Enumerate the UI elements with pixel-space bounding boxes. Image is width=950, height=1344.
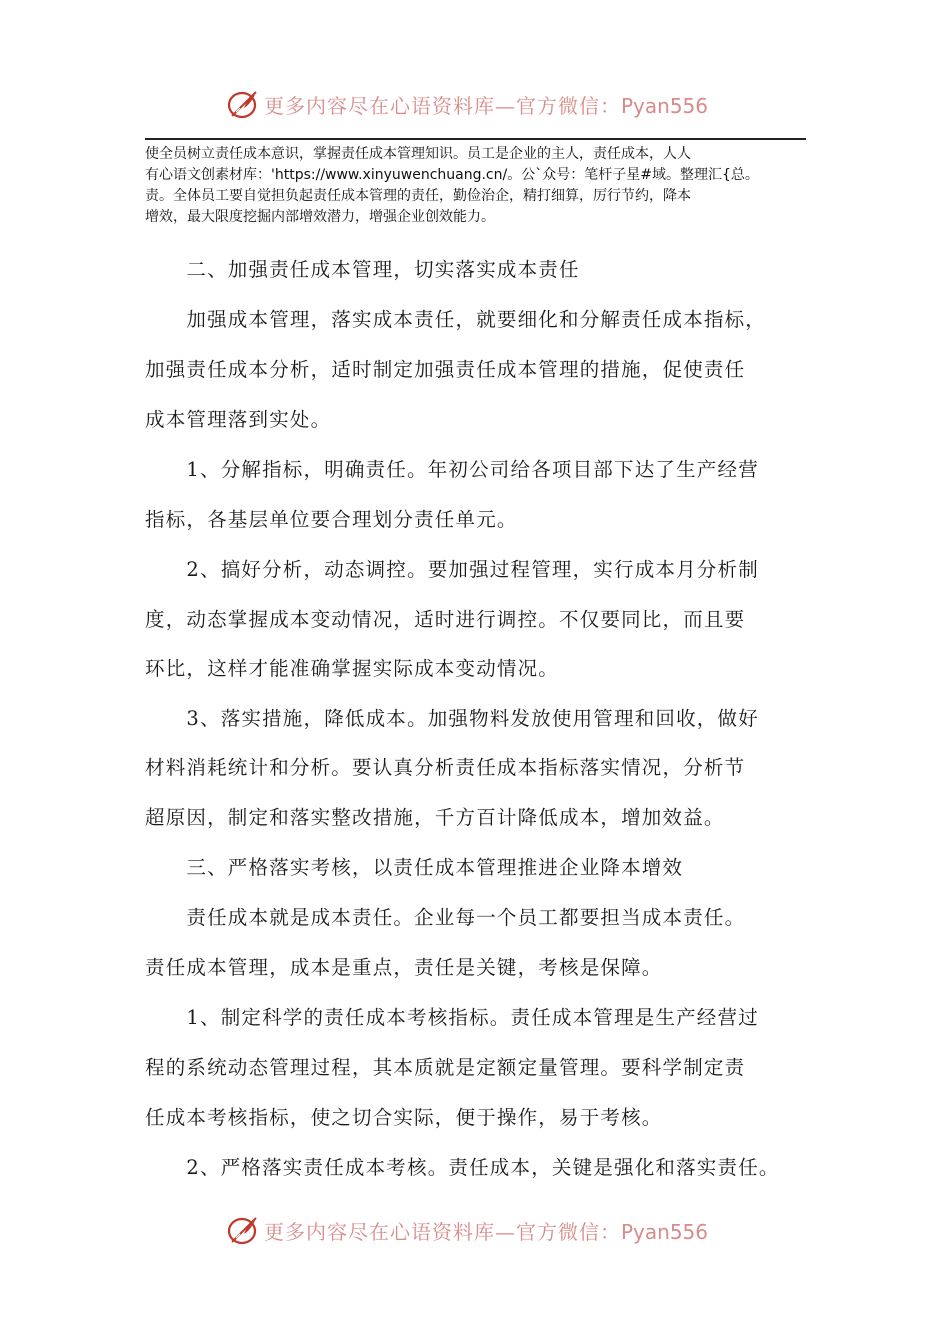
top-line: 有心语文创素材库：'https://www.xinyuwenchuang.cn/。公`众号：笔杆子星#域。整理汇{总。 bbox=[145, 167, 759, 183]
body-line: 程的系统动态管理过程，其本质就是定额定量管理。要科学制定责 bbox=[145, 1056, 746, 1079]
body-line: 指标，各基层单位要合理划分责任单元。 bbox=[145, 508, 518, 531]
quill-logo-icon bbox=[226, 86, 262, 122]
body-line: 加强责任成本分析，适时制定加强责任成本管理的措施，促使责任 bbox=[145, 358, 746, 381]
body-line: 超原因，制定和落实整改措施，千方百计降低成本，增加效益。 bbox=[145, 806, 725, 829]
body-line: 责任成本就是成本责任。企业每一个员工都要担当成本责任。 bbox=[145, 906, 746, 929]
body-line: 2、搞好分析，动态调控。要加强过程管理，实行成本月分析制 bbox=[145, 558, 759, 581]
top-line: 使全员树立责任成本意识，掌握责任成本管理知识。员工是企业的主人，责任成本，人人 bbox=[145, 146, 691, 162]
body-line: 3、落实措施，降低成本。加强物料发放使用管理和回收，做好 bbox=[145, 707, 759, 730]
quill-logo-icon bbox=[226, 1212, 262, 1248]
banner-text: 更多内容尽在心语资料库—官方微信：Pyan556 bbox=[264, 1220, 709, 1244]
top-paragraph bbox=[145, 144, 810, 228]
body-line: 1、分解指标，明确责任。年初公司给各项目部下达了生产经营 bbox=[145, 458, 759, 481]
body-line: 成本管理落到实处。 bbox=[145, 408, 332, 431]
section-heading: 三、严格落实考核，以责任成本管理推进企业降本增效 bbox=[145, 856, 684, 879]
body-line: 任成本考核指标，使之切合实际，便于操作，易于考核。 bbox=[145, 1106, 663, 1129]
body-line: 2、严格落实责任成本考核。责任成本，关键是强化和落实责任。 bbox=[145, 1156, 780, 1179]
body-line: 度，动态掌握成本变动情况，适时进行调控。不仅要同比，而且要 bbox=[145, 608, 746, 631]
section-heading: 二、加强责任成本管理，切实落实成本责任 bbox=[145, 258, 580, 281]
header-rule bbox=[145, 138, 806, 140]
banner-text: 更多内容尽在心语资料库—官方微信：Pyan556 bbox=[264, 94, 709, 118]
top-line: 增效，最大限度挖掘内部增效潜力，增强企业创效能力。 bbox=[145, 209, 495, 225]
body-line: 加强成本管理，落实成本责任，就要细化和分解责任成本指标， bbox=[145, 308, 767, 331]
top-line: 责。全体员工要自觉担负起责任成本管理的责任，勤俭治企，精打细算，厉行节约，降本 bbox=[145, 188, 691, 204]
header-banner bbox=[0, 84, 950, 124]
body-line: 1、制定科学的责任成本考核指标。责任成本管理是生产经营过 bbox=[145, 1006, 759, 1029]
body-line: 责任成本管理，成本是重点，责任是关键，考核是保障。 bbox=[145, 956, 663, 979]
body-line: 材料消耗统计和分析。要认真分析责任成本指标落实情况，分析节 bbox=[145, 756, 746, 779]
footer-banner bbox=[0, 1210, 950, 1250]
body-line: 环比，这样才能准确掌握实际成本变动情况。 bbox=[145, 657, 560, 680]
